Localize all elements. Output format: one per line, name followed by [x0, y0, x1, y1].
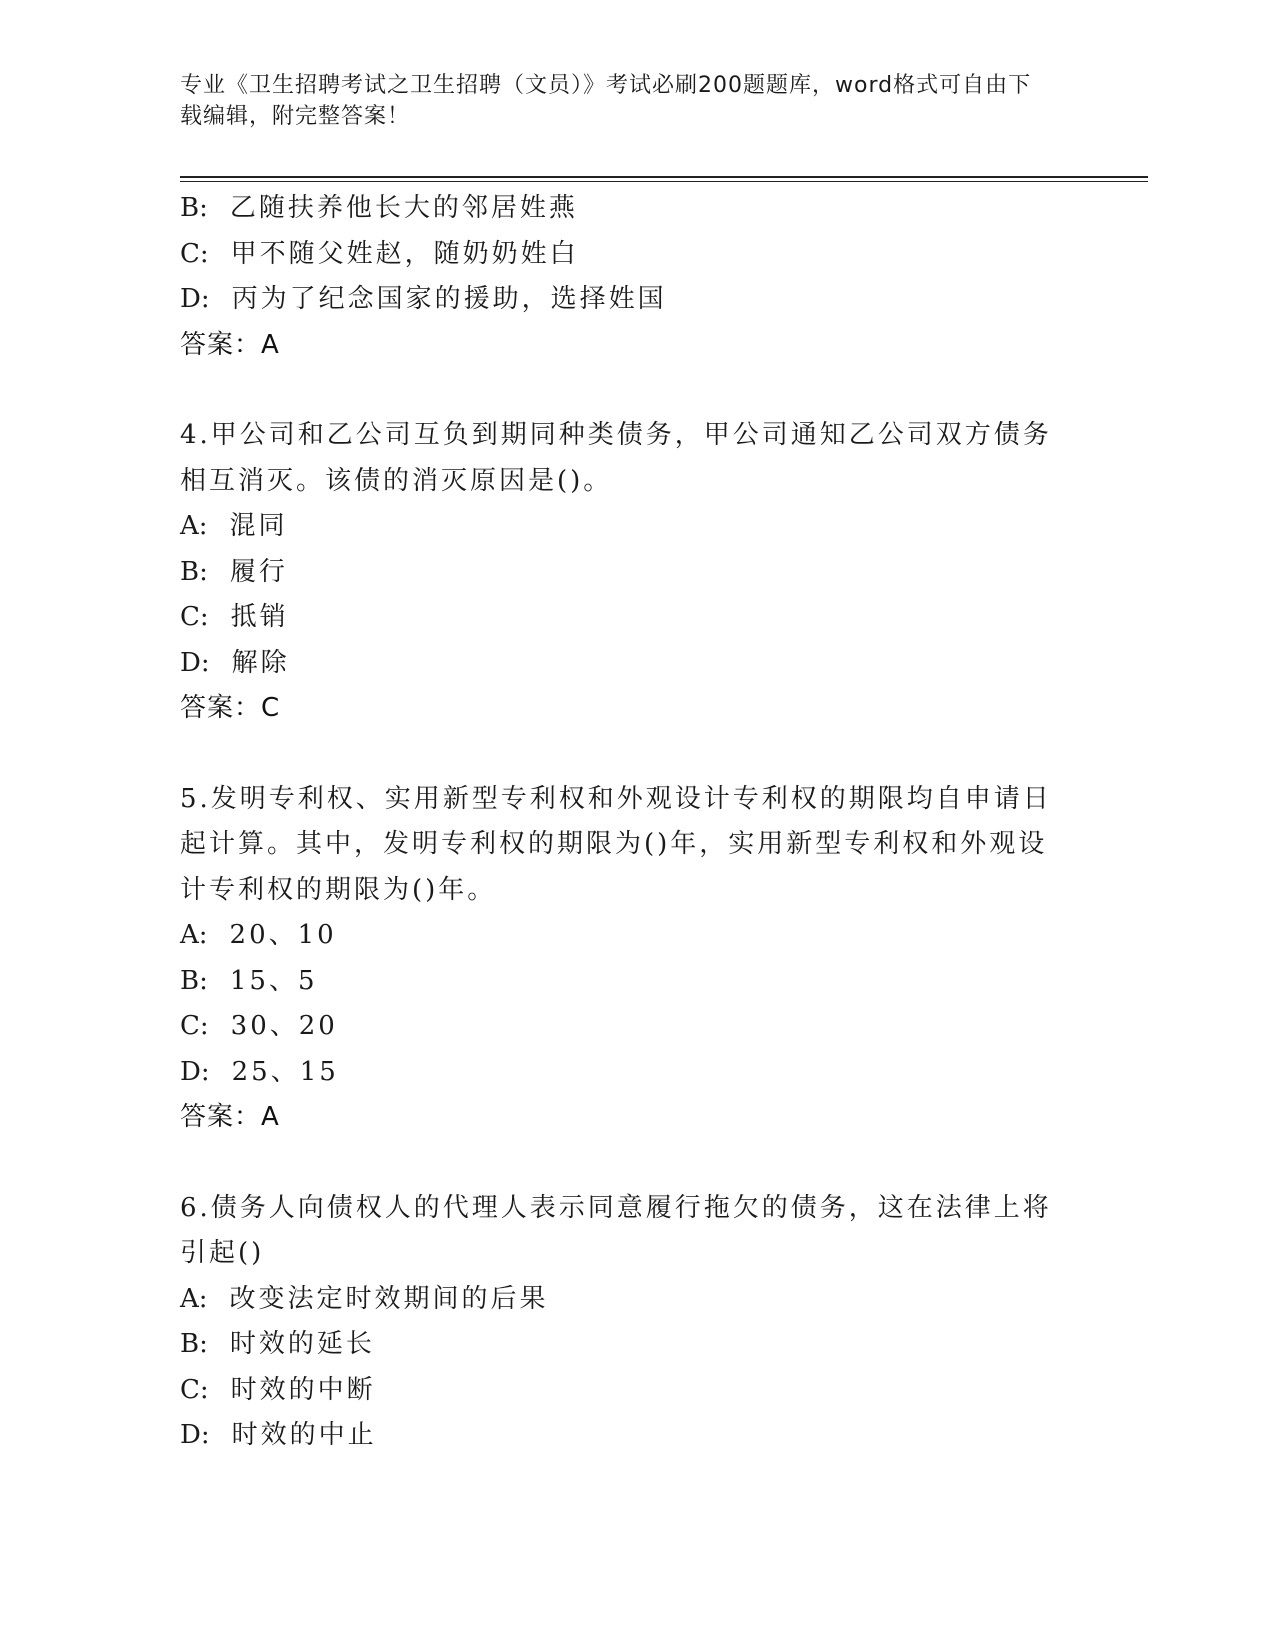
question-stem: 6.债务人向债权人的代理人表示同意履行拖欠的债务，这在法律上将引起() — [180, 1192, 1052, 1268]
option-text: 乙随扶养他长大的邻居姓燕 — [229, 193, 578, 223]
question-stem: 5.发明专利权、实用新型专利权和外观设计专利权的期限均自申请日起计算。其中，发明专利权的期限为()年，实用新型专利权和外观设计专利权的期限为()年。 — [180, 783, 1052, 905]
option-key: D: — [180, 647, 210, 678]
question-3-continued — [180, 186, 1060, 368]
option-key: B: — [180, 965, 208, 996]
option-d — [180, 1050, 1060, 1096]
option-d — [180, 1413, 1060, 1459]
option-b — [180, 550, 1060, 596]
question-list — [180, 186, 1060, 1459]
option-text: 15、5 — [229, 965, 318, 996]
option-text: 30、20 — [230, 1011, 338, 1041]
option-key: D: — [180, 284, 210, 314]
option-text: 履行 — [229, 556, 288, 587]
option-d — [180, 641, 1060, 687]
option-text: 解除 — [231, 647, 290, 678]
option-text: 改变法定时效期间的后果 — [229, 1283, 549, 1314]
option-a — [180, 1277, 1060, 1323]
header-rule-thick — [180, 176, 1148, 178]
option-key: C: — [180, 602, 209, 632]
option-b — [180, 186, 1060, 232]
question-5 — [180, 777, 1060, 1141]
option-c — [180, 595, 1060, 641]
option-text: 时效的中断 — [230, 1374, 376, 1405]
option-key: A: — [180, 511, 208, 541]
option-c — [180, 232, 1060, 278]
option-key: B: — [180, 556, 208, 587]
question-stem: 4.甲公司和乙公司互负到期同种类债务，甲公司通知乙公司双方债务相互消灭。该债的消灭原因是()。 — [180, 420, 1052, 496]
option-a — [180, 913, 1060, 959]
header-rule-thin — [180, 181, 1148, 182]
option-c — [180, 1004, 1060, 1050]
option-key: B: — [180, 193, 208, 223]
option-key: A: — [180, 920, 208, 950]
option-text: 甲不随父姓赵，随奶奶姓白 — [230, 238, 579, 269]
question-4 — [180, 413, 1060, 732]
option-b — [180, 959, 1060, 1005]
option-b — [180, 1322, 1060, 1368]
answer-line: 答案：C — [180, 693, 281, 723]
option-d — [180, 277, 1060, 323]
question-6 — [180, 1186, 1060, 1459]
option-key: C: — [180, 1374, 209, 1405]
option-key: C: — [180, 1011, 209, 1041]
option-a — [180, 504, 1060, 550]
option-text: 20、10 — [229, 920, 337, 950]
option-key: D: — [180, 1420, 210, 1450]
option-text: 丙为了纪念国家的援助，选择姓国 — [231, 284, 667, 314]
answer-line: 答案：A — [180, 1102, 280, 1132]
answer-line: 答案：A — [180, 329, 280, 360]
option-key: D: — [180, 1056, 210, 1087]
option-text: 时效的中止 — [231, 1420, 377, 1450]
option-text: 25、15 — [231, 1056, 339, 1087]
option-key: C: — [180, 238, 209, 269]
document-header: 专业《卫生招聘考试之卫生招聘（文员）》考试必刷200题题库，word格式可自由下载编辑，附完整答案！ — [180, 73, 1032, 129]
option-text: 时效的延长 — [229, 1329, 375, 1359]
option-key: A: — [180, 1283, 208, 1314]
option-key: B: — [180, 1329, 208, 1359]
option-c — [180, 1368, 1060, 1414]
option-text: 混同 — [229, 511, 288, 541]
option-text: 抵销 — [230, 602, 289, 632]
